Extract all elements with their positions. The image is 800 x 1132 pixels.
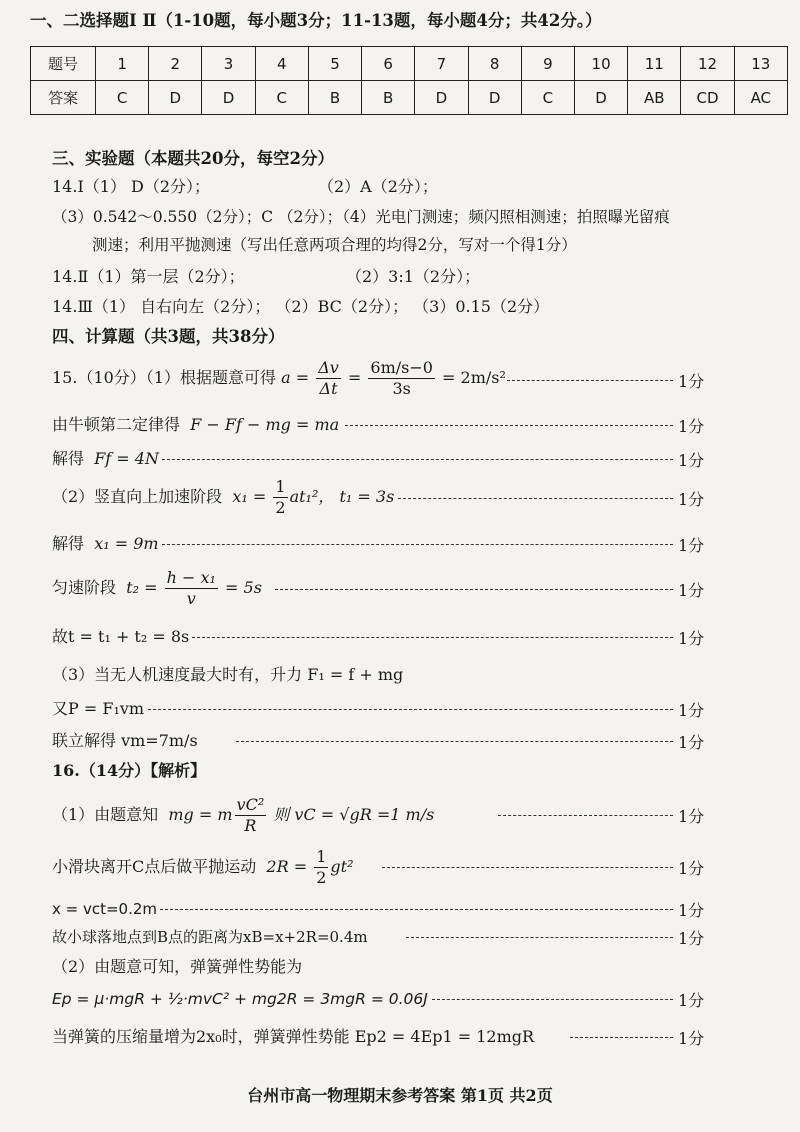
table-cell-number: 7 [415,47,468,81]
table-cell-number: 2 [149,47,202,81]
answer-table [30,46,788,115]
score-label: 1分 [678,372,705,391]
q16-centripetal-fraction: $\frac{\text{vC²}}{R}$ [236,795,265,835]
table-cell-answer: D [468,81,521,115]
score-leader [160,909,673,910]
score-label: 1分 [678,733,705,752]
section-one-title: 一、二选择题Ⅰ Ⅱ（1-10题，每小题3分；11-13题，每小题4分；共42分。） [30,11,602,30]
table-cell-number: 6 [362,47,415,81]
score-label: 1分 [678,1029,705,1048]
q14-2-part1: 14.Ⅱ（1）第一层（2分）； [52,267,245,286]
q15-height-fraction: $\frac{\text{h − x₁}}{v}$ [166,568,216,608]
score-label: 1分 [678,901,705,920]
q15-fraction-delta: $\frac{\Delta v}{\Delta t}$ [318,358,339,398]
score-leader [162,544,673,545]
q15-line10: 联立解得 vm=7m/s [52,731,198,750]
answer-table-answer-row [31,81,788,115]
score-label: 1分 [678,807,705,826]
table-cell-number: 1 [96,47,149,81]
q16-half-fraction: $\frac{1}{2}$ [316,847,327,887]
q16-title: 16.（14分）【解析】 [52,761,207,780]
q16-line2: 小滑块离开C点后做平抛运动 2R = $\frac{1}{2}$ gt² [52,847,354,887]
q14-1-part3: （3）0.542～0.550（2分）；C （2分）；（4）光电门测速；频闪照相测速；拍照曝光留痕 [52,208,670,226]
q14-1-part1: 14.Ⅰ（1） D（2分）； [52,177,211,196]
q14-3: 14.Ⅲ（1） 自右向左（2分）； （2）BC（2分）； （3）0.15（2分） [52,297,550,316]
q15-friction-eq: Ff = 4N [94,449,159,468]
score-label: 1分 [678,991,705,1010]
table-cell-answer: C [255,81,308,115]
table-cell-number: 5 [308,47,361,81]
table-cell-answer: C [521,81,574,115]
q16-line4: 故小球落地点到B点的距离为xB=x+2R=0.4m [52,928,368,946]
q15-line6: 匀速阶段 t₂ = $\frac{\text{h − x₁}}{v}$ = 5s [52,568,262,608]
table-cell-answer: D [574,81,627,115]
q15-line3: 解得 Ff = 4N [52,449,159,468]
score-label: 1分 [678,417,705,436]
score-leader [570,1037,673,1038]
score-leader [406,937,673,938]
table-cell-answer: B [308,81,361,115]
score-leader [507,380,673,381]
table-cell-answer: AB [628,81,681,115]
score-leader [192,637,673,638]
q16-line5: （2）由题意可知，弹簧弹性势能为 [52,957,303,976]
q15-line7: 故t = t₁ + t₂ = 8s [52,627,190,646]
q16-line7: 当弹簧的压缩量增为2x₀时，弹簧弹性势能 Ep2 = 4Ep1 = 12mgR [52,1027,535,1046]
table-cell-number: 12 [681,47,734,81]
table-cell-number: 11 [628,47,681,81]
q16-line3: x = vct=0.2m [52,900,158,918]
score-leader [398,498,673,499]
q15-line5: 解得 x₁ = 9m [52,534,159,553]
table-cell-answer: B [362,81,415,115]
score-leader [498,815,673,816]
q15-line9: 又P = F₁vm [52,699,145,718]
section-four-title: 四、计算题（共3题，共38分） [52,327,285,346]
score-label: 1分 [678,629,705,648]
q15-fraction-values: $\frac{6m/s-0}{3s}$ [370,358,433,398]
table-cell-number: 4 [255,47,308,81]
q15-line1-text: 15.（10分）（1）根据题意可得 [52,368,276,387]
score-leader [345,425,673,426]
q15-accel-result: = 2m/s² [442,368,506,387]
table-header-number: 题号 [31,47,96,81]
score-label: 1分 [678,859,705,878]
q15-line1: 15.（10分）（1）根据题意可得 a = $\frac{\Delta v}{\Delta t}$ = $\frac{6m/s-0}{3s}$ = 2m/s² [52,358,506,398]
score-leader [275,589,673,590]
table-cell-number: 3 [202,47,255,81]
page-footer: 台州市高一物理期末参考答案 第1页 共2页 [247,1086,553,1105]
q16-line6: Ep = μ·mgR + ½·mvC² + mg2R = 3mgR = 0.06J [52,990,428,1008]
q14-1-part2: （2）A（2分）； [318,177,438,196]
table-header-answer: 答案 [31,81,96,115]
section-three-title: 三、实验题（本题共20分，每空2分） [52,149,334,168]
table-cell-number: 10 [574,47,627,81]
q15-half-fraction: $\frac{1}{2}$ [275,477,286,517]
table-cell-answer: D [415,81,468,115]
score-leader [148,709,673,710]
score-label: 1分 [678,490,705,509]
q14-1-part4: 测速；利用平抛测速（写出任意两项合理的均得2分，写对一个得1分） [92,236,577,254]
score-label: 1分 [678,701,705,720]
table-cell-answer: C [96,81,149,115]
score-label: 1分 [678,536,705,555]
score-leader [236,741,673,742]
table-cell-answer: CD [681,81,734,115]
table-cell-answer: D [202,81,255,115]
table-cell-answer: D [149,81,202,115]
score-label: 1分 [678,929,705,948]
q15-line8: （3）当无人机速度最大时有，升力 F₁ = f + mg [52,665,404,684]
score-leader [162,459,673,460]
answer-table-number-row [31,47,788,81]
table-cell-answer: AC [734,81,787,115]
q15-accel-symbol: a [281,368,291,387]
score-label: 1分 [678,451,705,470]
q15-line2: 由牛顿第二定律得 F − Ff − mg = ma [52,415,340,434]
score-leader [382,867,673,868]
score-label: 1分 [678,581,705,600]
q14-2-part2: （2）3:1（2分）； [346,267,481,286]
score-leader [432,999,673,1000]
table-cell-number: 9 [521,47,574,81]
table-cell-number: 8 [468,47,521,81]
q15-newton-eq: F − Ff − mg = ma [190,415,340,434]
table-cell-number: 13 [734,47,787,81]
q15-line4: （2）竖直向上加速阶段 x₁ = $\frac{1}{2}$ at₁²， t₁ = 3s [52,477,395,517]
q16-line1: （1）由题意知 mg = m $\frac{\text{vC²}}{R}$ 则 vC = √gR =1 m/s [52,795,435,835]
